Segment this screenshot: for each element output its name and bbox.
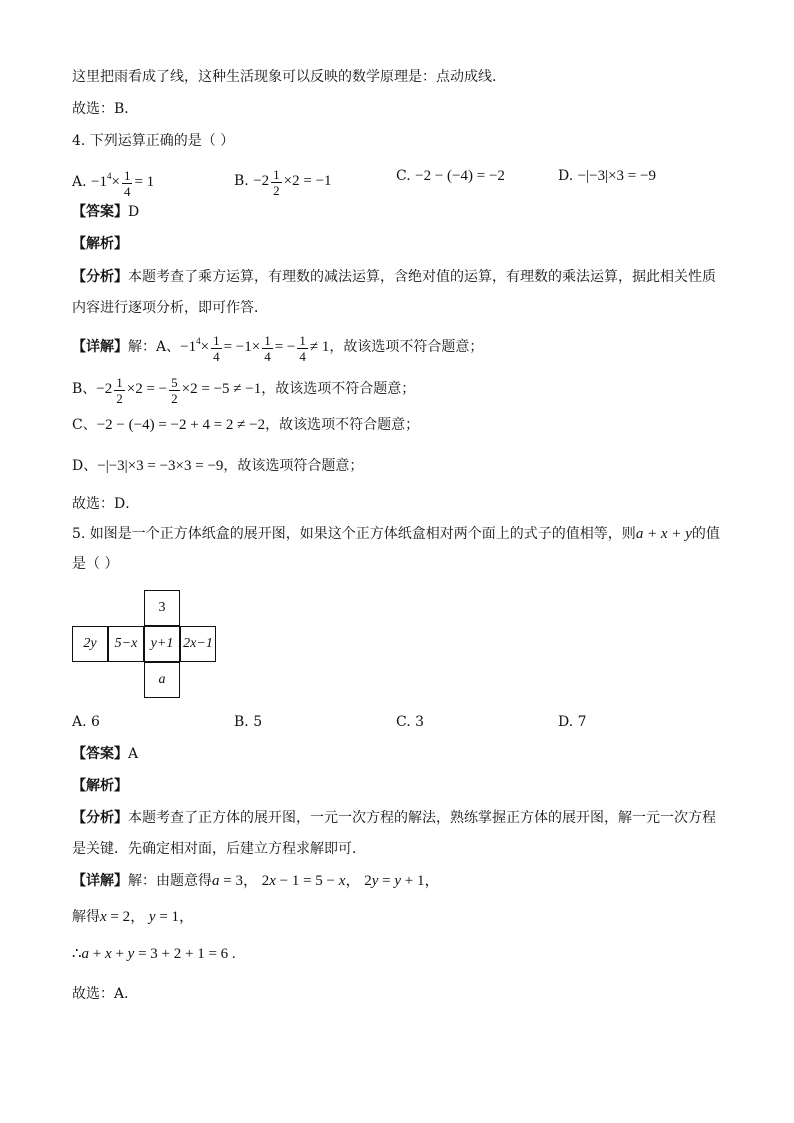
q5-xiangjie-tag: 【详解】 bbox=[72, 873, 128, 889]
q4-option-b-expr: −2 $\frac{1}{2}$ ×2 = −1 bbox=[253, 167, 332, 198]
net-face-center: y+1 bbox=[144, 626, 180, 662]
q4-analysis-tag: 【解析】 bbox=[72, 236, 128, 252]
net-face-midleft: 5−x bbox=[108, 626, 144, 662]
q5-stem-expr: a + x + y bbox=[635, 526, 692, 542]
q4-detail-c-lead: C、 bbox=[72, 417, 97, 433]
q4-option-a-label: A. bbox=[72, 174, 87, 190]
q5-stem-1 bbox=[72, 525, 720, 543]
q5-detail-3 bbox=[72, 945, 236, 963]
q4-option-b-label: B. bbox=[234, 173, 249, 189]
q4-option-a bbox=[72, 167, 154, 199]
q4-detail-d-expr: −|−3|×3 = −3×3 = −9 bbox=[97, 458, 224, 474]
q5-option-b: B. 5 bbox=[234, 714, 263, 730]
q4-option-a-expr: $-1^4\times$ $\frac{1}{4}$ = 1 bbox=[91, 168, 155, 199]
q4-detail-c bbox=[72, 416, 419, 434]
q5-detail-1 bbox=[72, 872, 440, 890]
q4-detail-a-tail: ，故该选项不符合题意； bbox=[329, 339, 484, 355]
q4-option-c-label: C. bbox=[396, 168, 411, 184]
q5-detail-eqs: a = 3， 2x − 1 = 5 − x， 2y = y + 1， bbox=[212, 873, 440, 889]
q5-detail-2 bbox=[72, 908, 194, 926]
q4-option-d bbox=[558, 167, 656, 185]
q5-fenxi-tag: 【分析】 bbox=[72, 810, 128, 826]
q5-stem-1-text: 5. 如图是一个正方体纸盒的展开图，如果这个正方体纸盒相对两个面上的式子的值相等，则 bbox=[72, 526, 636, 542]
net-face-left: 2y bbox=[72, 626, 108, 662]
q5-stem-2: 是（ ） bbox=[72, 556, 119, 572]
q5-option-c: C. 3 bbox=[396, 714, 425, 730]
q5-conclusion: 故选：A． bbox=[72, 986, 139, 1002]
q4-detail-a-expr: $-1^4\times$ $\frac{1}{4}$ = −1× $\frac{1}{4}$ = − $\frac{1}{4}$ ≠ 1 bbox=[180, 333, 330, 364]
q4-fenxi-1 bbox=[72, 268, 716, 286]
intro-line-2: 故选：B． bbox=[72, 101, 139, 117]
q5-fenxi-2: 是关键．先确定相对面，后建立方程求解即可． bbox=[72, 841, 366, 857]
q4-xiangjie-tag: 【详解】 bbox=[72, 339, 128, 355]
q4-answer-value: D bbox=[128, 204, 140, 220]
q4-detail-c-expr: −2 − (−4) = −2 + 4 = 2 ≠ −2 bbox=[96, 417, 266, 433]
net-face-bottom: a bbox=[144, 662, 180, 698]
q5-answer bbox=[72, 745, 138, 763]
q5-stem-1-tail: 的值 bbox=[691, 526, 720, 542]
q4-detail-c-tail: ，故该选项不符合题意； bbox=[265, 417, 420, 433]
cube-net bbox=[72, 590, 252, 698]
q4-conclusion: 故选：D． bbox=[72, 496, 140, 512]
q5-option-d: D. 7 bbox=[558, 714, 587, 730]
q4-stem: 4. 下列运算正确的是（ ） bbox=[72, 133, 235, 149]
q5-options bbox=[72, 713, 722, 731]
q4-options bbox=[72, 161, 722, 197]
q4-detail-d bbox=[72, 457, 363, 475]
q4-option-d-label: D. bbox=[558, 168, 574, 184]
q4-detail-a-lead: 解：A、 bbox=[128, 339, 181, 355]
q4-answer bbox=[72, 203, 139, 221]
q5-answer-tag: 【答案】 bbox=[72, 746, 128, 762]
q4-detail-b-expr: −2 $\frac{1}{2}$ ×2 = − $\frac{5}{2}$ ×2 = −5 ≠ −1 bbox=[96, 375, 262, 406]
q5-answer-value: A bbox=[128, 746, 139, 762]
q5-fenxi-1 bbox=[72, 809, 716, 827]
q5-analysis-tag: 【解析】 bbox=[72, 778, 128, 794]
q5-therefore-expr: ∴a + x + y = 3 + 2 + 1 = 6 . bbox=[72, 946, 236, 962]
q4-detail-b bbox=[72, 375, 415, 406]
net-face-top: 3 bbox=[144, 590, 180, 626]
intro-line-1: 这里把雨看成了线，这种生活现象可以反映的数学原理是：点动成线. bbox=[72, 69, 497, 85]
q5-option-a: A. 6 bbox=[72, 714, 100, 730]
q4-option-d-expr: −|−3|×3 = −9 bbox=[577, 168, 656, 184]
q4-detail-d-tail: ，故该选项符合题意； bbox=[223, 458, 364, 474]
q4-detail-b-tail: ，故该选项不符合题意； bbox=[261, 381, 416, 397]
q5-fenxi-text-1: 本题考查了正方体的展开图，一元一次方程的解法，熟练掌握正方体的展开图，解一元一次方程 bbox=[128, 810, 716, 826]
q4-detail-b-lead: B、 bbox=[72, 381, 97, 397]
q5-solve-eqs: x = 2， y = 1， bbox=[100, 909, 195, 925]
q4-option-b bbox=[234, 167, 332, 198]
q4-option-c bbox=[396, 167, 505, 185]
q5-solve-lead: 解得 bbox=[72, 909, 100, 925]
q4-fenxi-text-1: 本题考查了乘方运算，有理数的减法运算，含绝对值的运算，有理数的乘法运算，据此相关性质 bbox=[128, 269, 716, 285]
q4-answer-tag: 【答案】 bbox=[72, 204, 128, 220]
net-face-right: 2x−1 bbox=[180, 626, 216, 662]
q5-detail-lead: 解：由题意得 bbox=[128, 873, 212, 889]
q4-fenxi-2: 内容进行逐项分析，即可作答． bbox=[72, 300, 268, 316]
q4-detail-d-lead: D、 bbox=[72, 458, 98, 474]
q4-option-c-expr: −2 − (−4) = −2 bbox=[415, 168, 505, 184]
q4-fenxi-tag: 【分析】 bbox=[72, 269, 128, 285]
q4-detail-a bbox=[72, 332, 483, 364]
